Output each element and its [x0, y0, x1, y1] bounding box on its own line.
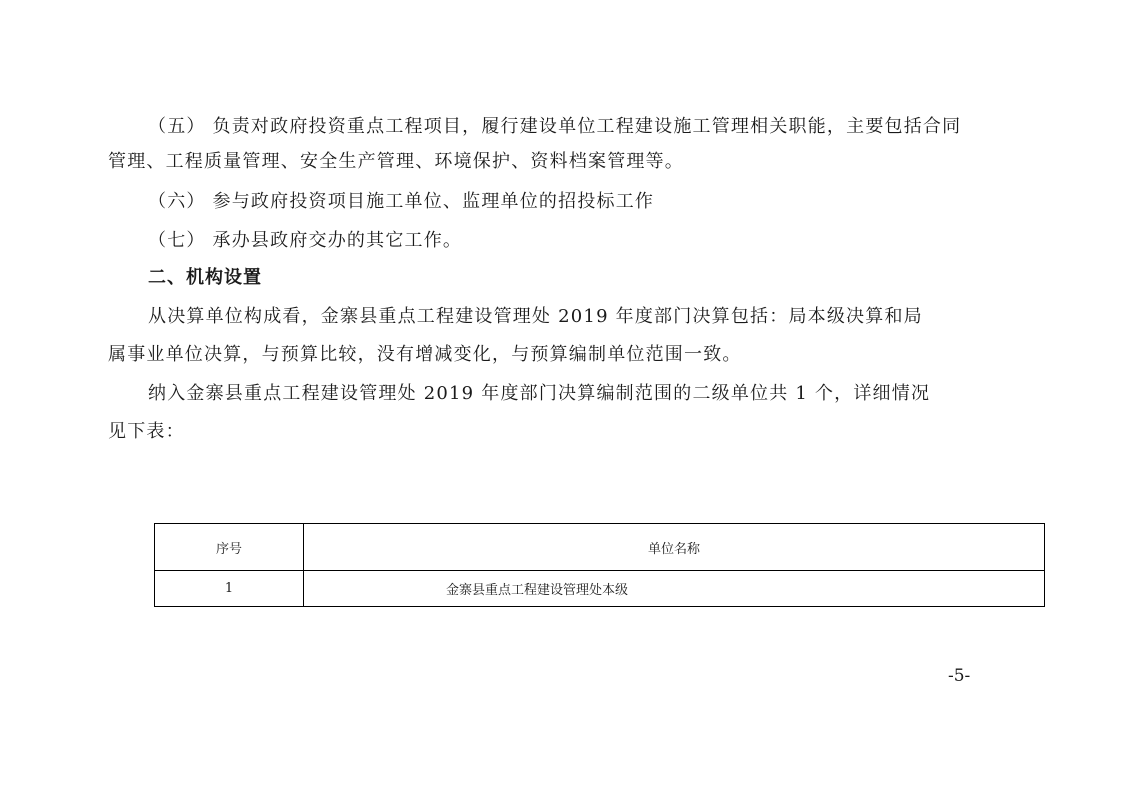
cell-seq: 1	[155, 571, 304, 607]
paragraph-org-line-1: 从决算单位构成看，金寨县重点工程建设管理处 2019 年度部门决算包括：局本级决算和局	[148, 306, 923, 327]
header-seq: 序号	[155, 524, 304, 571]
units-table	[154, 523, 1045, 607]
table-header-row	[155, 524, 1045, 571]
page-number: -5-	[948, 666, 971, 686]
paragraph-duty-5-line-1: （五） 负责对政府投资重点工程项目，履行建设单位工程建设施工管理相关职能，主要包括合同	[148, 116, 962, 137]
paragraph-duty-5-line-2: 管理、工程质量管理、安全生产管理、环境保护、资料档案管理等。	[108, 151, 684, 172]
paragraph-scope-line-1: 纳入金寨县重点工程建设管理处 2019 年度部门决算编制范围的二级单位共 1 个，详细情况	[148, 383, 931, 404]
table-row	[155, 571, 1045, 607]
paragraph-org-line-2: 属事业单位决算，与预算比较，没有增减变化，与预算编制单位范围一致。	[108, 344, 742, 365]
paragraph-scope-line-2: 见下表：	[108, 421, 185, 442]
header-unit-name: 单位名称	[304, 524, 1045, 571]
paragraph-duty-6: （六） 参与政府投资项目施工单位、监理单位的招投标工作	[148, 191, 655, 212]
cell-unit-name: 金寨县重点工程建设管理处本级	[304, 571, 1045, 607]
section-heading-org: 二、机构设置	[148, 267, 262, 288]
paragraph-duty-7: （七） 承办县政府交办的其它工作。	[148, 230, 463, 251]
